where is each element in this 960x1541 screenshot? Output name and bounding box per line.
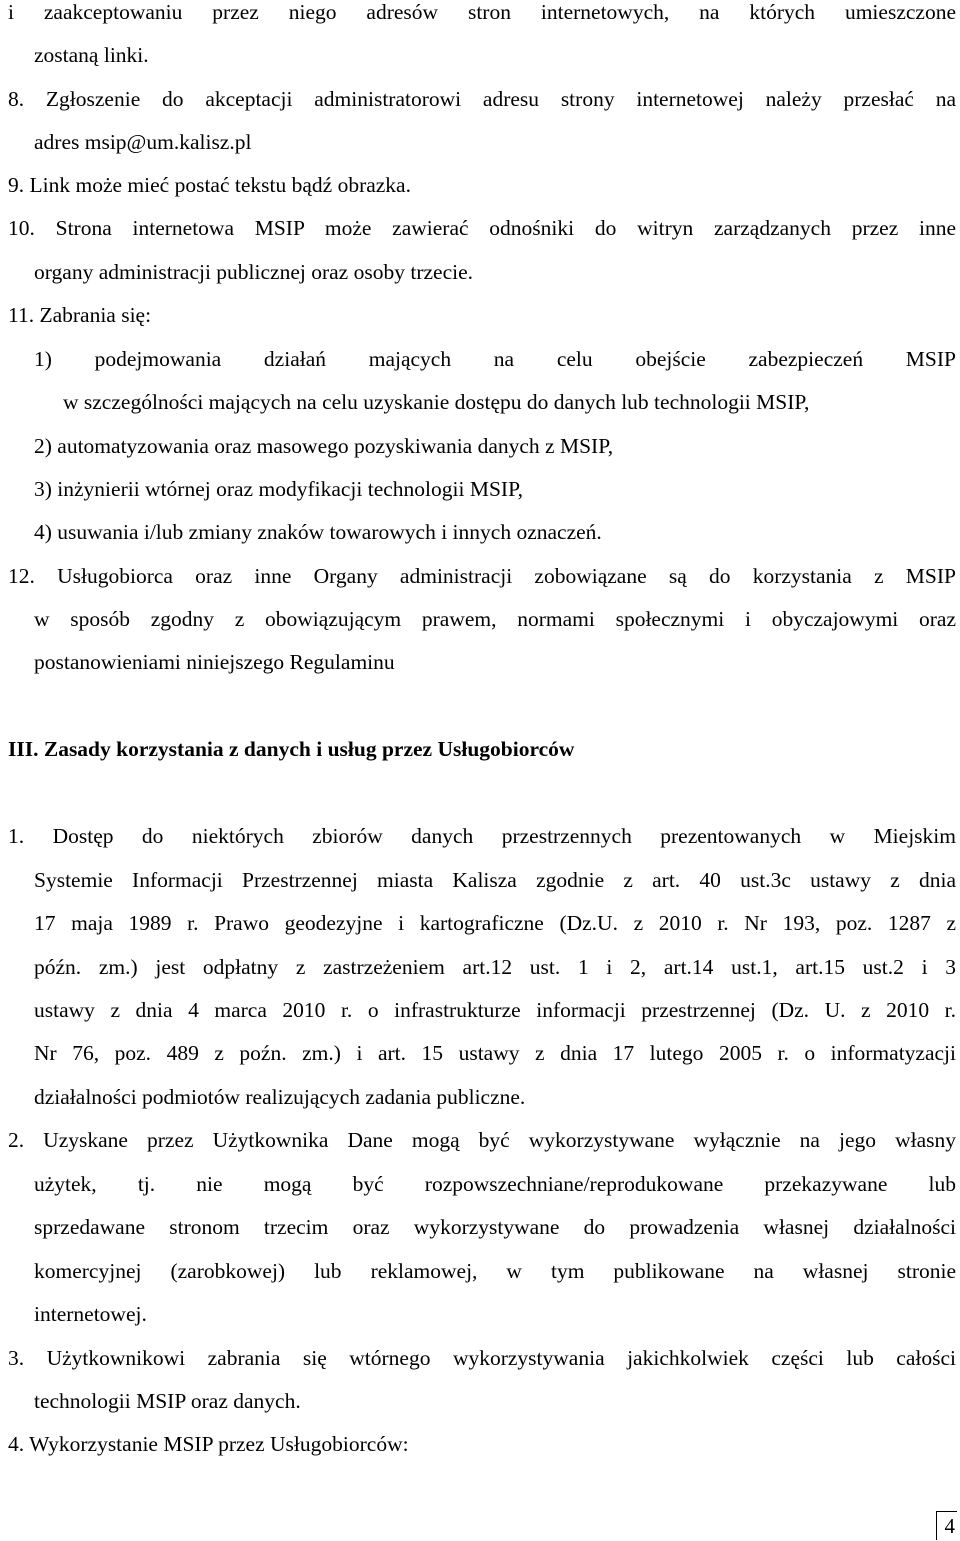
text-line: internetowej. (34, 1302, 147, 1326)
text-line: w sposób zgodny z obowiązującym prawem, normami społecznymi i obyczajowymi oraz (34, 607, 956, 631)
text-line: zostaną linki. (34, 43, 149, 67)
section-item-4: 4. Wykorzystanie MSIP przez Usługobiorców: (8, 1432, 409, 1456)
sub-item-3: 3) inżynierii wtórnej oraz modyfikacji technologii MSIP, (34, 477, 524, 501)
sub-item-1: 1) podejmowania działań mających na celu obejście zabezpieczeń MSIP (34, 347, 956, 371)
sub-item-2: 2) automatyzowania oraz masowego pozyskiwania danych z MSIP, (34, 434, 614, 458)
text-line: organy administracji publicznej oraz osoby trzecie. (34, 260, 473, 284)
text-line: działalności podmiotów realizujących zadania publiczne. (34, 1085, 526, 1109)
section-item-2: 2. Uzyskane przez Użytkownika Dane mogą być wykorzystywane wyłącznie na jego własny (8, 1128, 956, 1152)
text-line: sprzedawane stronom trzecim oraz wykorzystywane do prowadzenia własnej działalności (34, 1215, 956, 1239)
list-item-10: 10. Strona internetowa MSIP może zawierać odnośniki do witryn zarządzanych przez inne (8, 216, 956, 240)
list-item-12: 12. Usługobiorca oraz inne Organy administracji zobowiązane są do korzystania z MSIP (8, 564, 956, 588)
text-line: w szczególności mających na celu uzyskanie dostępu do danych lub technologii MSIP, (63, 390, 810, 414)
text-line: Systemie Informacji Przestrzennej miasta Kalisza zgodnie z art. 40 ust.3c ustawy z dnia (34, 868, 956, 892)
text-line: ustawy z dnia 4 marca 2010 r. o infrastrukturze informacji przestrzennej (Dz. U. z 2010 r. (34, 998, 956, 1022)
section-item-1: 1. Dostęp do niektórych zbiorów danych przestrzennych prezentowanych w Miejskim (8, 824, 956, 848)
sub-item-4: 4) usuwania i/lub zmiany znaków towarowych i innych oznaczeń. (34, 520, 602, 544)
list-item-9: 9. Link może mieć postać tekstu bądź obrazka. (8, 173, 411, 197)
text-line: i zaakceptowaniu przez niego adresów stron internetowych, na których umieszczone (8, 0, 956, 24)
text-line: użytek, tj. nie mogą być rozpowszechniane/reprodukowane przekazywane lub (34, 1172, 956, 1196)
page-number: 4 (936, 1511, 957, 1540)
section-item-3: 3. Użytkownikowi zabrania się wtórnego wykorzystywania jakichkolwiek części lub całości (8, 1346, 956, 1370)
text-line: 17 maja 1989 r. Prawo geodezyjne i kartograficzne (Dz.U. z 2010 r. Nr 193, poz. 1287 z (34, 911, 956, 935)
text-line: Nr 76, poz. 489 z poźn. zm.) i art. 15 ustawy z dnia 17 lutego 2005 r. o informatyzacji (34, 1041, 956, 1065)
text-line: technologii MSIP oraz danych. (34, 1389, 301, 1413)
text-line: późn. zm.) jest odpłatny z zastrzeżeniem art.12 ust. 1 i 2, art.14 ust.1, art.15 ust.2 i 3 (34, 955, 956, 979)
list-item-8: 8. Zgłoszenie do akceptacji administratorowi adresu strony internetowej należy przesłać na (8, 87, 956, 111)
text-line: postanowieniami niniejszego Regulaminu (34, 650, 395, 674)
list-item-11: 11. Zabrania się: (8, 303, 152, 327)
text-line: komercyjnej (zarobkowej) lub reklamowej, w tym publikowane na własnej stronie (34, 1259, 956, 1283)
text-line: adres msip@um.kalisz.pl (34, 130, 252, 154)
section-heading: III. Zasady korzystania z danych i usług przez Usługobiorców (8, 737, 575, 761)
